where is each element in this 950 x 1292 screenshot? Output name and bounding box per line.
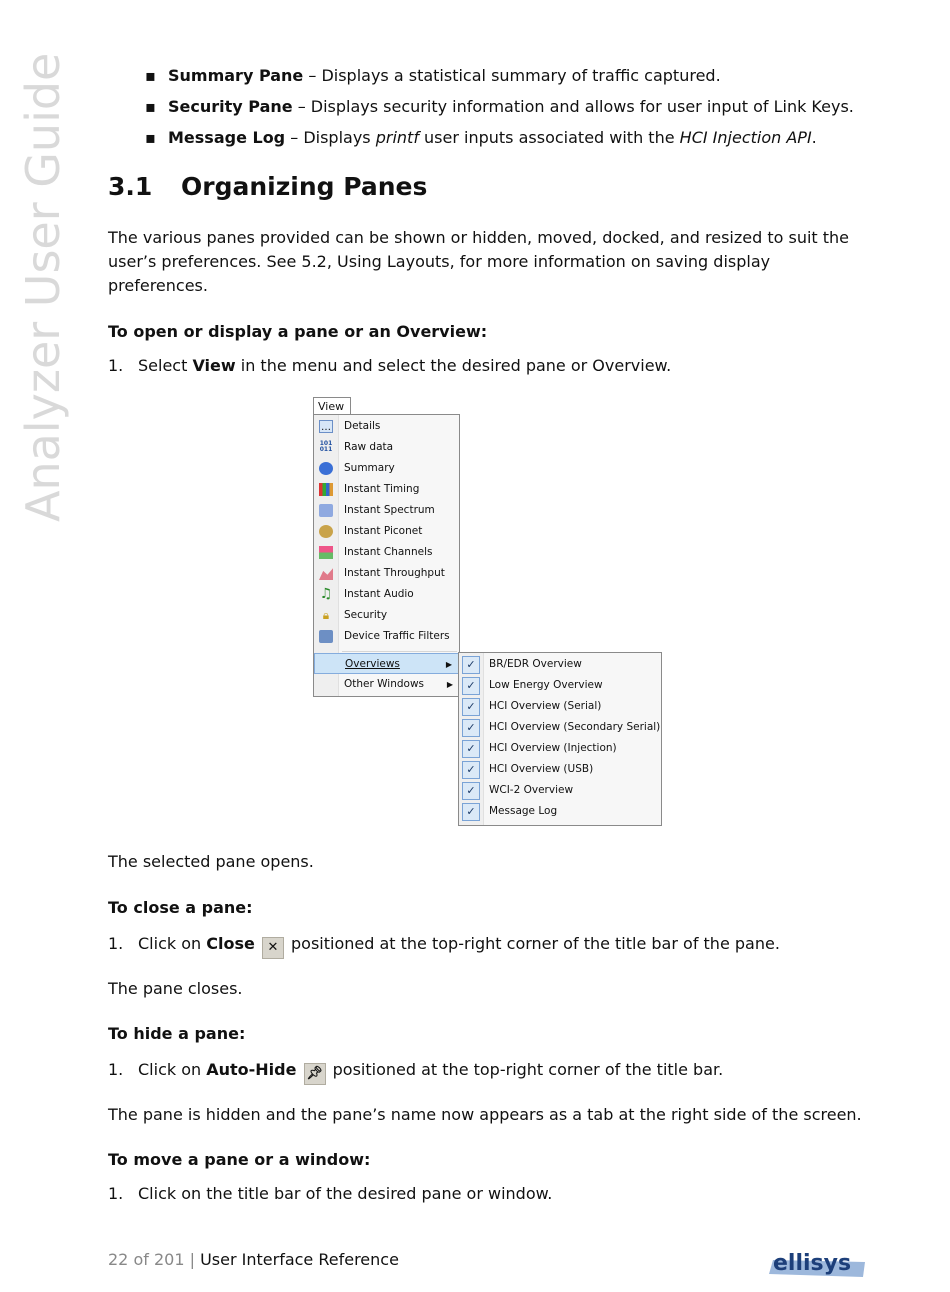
check-icon: ✓ bbox=[462, 782, 480, 800]
menu-item-instant-channels[interactable]: Instant Channels bbox=[314, 542, 459, 563]
step-number: 1. bbox=[108, 1060, 124, 1079]
footer: 22 of 201 | User Interface Reference bbox=[108, 1250, 399, 1269]
bullet-security-pane: Security Pane – Displays security information and allows for user input of Link Keys. bbox=[168, 97, 854, 116]
section-heading: 3.1 Organizing Panes bbox=[108, 172, 428, 201]
instant-throughput-icon bbox=[319, 567, 333, 580]
submenu-arrow-icon: ▶ bbox=[446, 680, 453, 689]
menu-item-instant-spectrum[interactable]: Instant Spectrum bbox=[314, 500, 459, 521]
raw-data-icon: 101 011 bbox=[319, 440, 333, 453]
device-traffic-filters-icon bbox=[319, 630, 333, 643]
instant-channels-icon bbox=[319, 546, 333, 559]
pin-icon: 📌︎ bbox=[304, 1063, 326, 1085]
hidden-text: The pane is hidden and the pane’s name now appears as a tab at the right side of the screen. bbox=[108, 1105, 862, 1124]
close-heading: To close a pane: bbox=[108, 898, 253, 917]
view-menu-tab[interactable]: View bbox=[313, 397, 351, 416]
svg-text:ellisys: ellisys bbox=[773, 1251, 852, 1276]
menu-item-details[interactable]: … Details bbox=[321, 420, 381, 433]
submenu-item[interactable]: ✓ HCI Overview (USB) bbox=[459, 759, 661, 780]
menu-item-instant-throughput[interactable]: Instant Throughput bbox=[314, 563, 459, 584]
check-icon: ✓ bbox=[462, 656, 480, 674]
move-step-text: Click on the title bar of the desired pane or window. bbox=[138, 1184, 553, 1203]
security-icon: 🔒︎ bbox=[322, 608, 330, 622]
menu-item-security[interactable]: 🔒︎ Security bbox=[314, 605, 459, 626]
check-icon: ✓ bbox=[462, 698, 480, 716]
submenu-item[interactable]: ✓ HCI Overview (Serial) bbox=[459, 696, 661, 717]
submenu-item[interactable]: ✓ Message Log bbox=[459, 801, 661, 822]
menu-separator bbox=[342, 651, 457, 652]
check-icon: ✓ bbox=[462, 803, 480, 821]
submenu-item[interactable]: ✓ HCI Overview (Secondary Serial) bbox=[459, 717, 661, 738]
step-number: 1. bbox=[108, 1184, 124, 1203]
menu-item-overviews[interactable]: Overviews ▶ bbox=[314, 653, 459, 674]
submenu-item[interactable]: ✓ Low Energy Overview bbox=[459, 675, 661, 696]
instant-timing-icon bbox=[319, 483, 333, 496]
bullet-marker: ▪ bbox=[145, 128, 156, 147]
menu-item-raw-data[interactable]: 101 011 Raw data bbox=[319, 440, 394, 453]
step-number: 1. bbox=[108, 934, 124, 953]
bullet-message-log: Message Log – Displays printf user inputs associated with the HCI Injection API. bbox=[168, 128, 817, 147]
bullet-marker: ▪ bbox=[145, 97, 156, 116]
menu-item-device-traffic-filters[interactable]: Device Traffic Filters bbox=[314, 626, 459, 647]
check-icon: ✓ bbox=[462, 761, 480, 779]
footer-section: User Interface Reference bbox=[200, 1250, 399, 1269]
check-icon: ✓ bbox=[462, 719, 480, 737]
view-menu bbox=[313, 414, 460, 697]
instant-spectrum-icon bbox=[319, 504, 333, 517]
selected-opens: The selected pane opens. bbox=[108, 852, 314, 871]
submenu-item[interactable]: ✓ WCI-2 Overview bbox=[459, 780, 661, 801]
page-number: 22 of 201 bbox=[108, 1250, 185, 1269]
intro-line-2: user’s preferences. See 5.2, Using Layouts, for more information on saving display bbox=[108, 252, 771, 271]
submenu-arrow-icon: ▶ bbox=[445, 660, 452, 669]
check-icon: ✓ bbox=[462, 740, 480, 758]
hide-heading: To hide a pane: bbox=[108, 1024, 246, 1043]
submenu-item[interactable]: ✓ BR/EDR Overview bbox=[459, 654, 661, 675]
ellisys-logo bbox=[765, 1248, 867, 1278]
summary-icon bbox=[319, 462, 333, 475]
details-icon: … bbox=[321, 422, 331, 433]
instant-audio-icon: ♫ bbox=[319, 586, 333, 602]
menu-item-other-windows[interactable]: Other Windows ▶ bbox=[314, 674, 459, 695]
open-heading: To open or display a pane or an Overview: bbox=[108, 322, 488, 341]
pane-closes: The pane closes. bbox=[108, 979, 243, 998]
move-heading: To move a pane or a window: bbox=[108, 1150, 371, 1169]
submenu-item[interactable]: ✓ HCI Overview (Injection) bbox=[459, 738, 661, 759]
menu-item-instant-piconet[interactable]: Instant Piconet bbox=[314, 521, 459, 542]
hide-step-text: Click on Auto-Hide 📌︎ positioned at the top-right corner of the title bar. bbox=[138, 1060, 723, 1085]
menu-item-instant-timing[interactable]: Instant Timing bbox=[314, 479, 459, 500]
menu-item-instant-audio[interactable]: ♫ Instant Audio bbox=[319, 586, 414, 602]
open-step-text: Select View in the menu and select the desired pane or Overview. bbox=[138, 356, 672, 375]
close-step-text: Click on Close ✕ positioned at the top-right corner of the title bar of the pane. bbox=[138, 934, 780, 959]
bullet-summary-pane: Summary Pane – Displays a statistical summary of traffic captured. bbox=[168, 66, 721, 85]
check-icon: ✓ bbox=[462, 677, 480, 695]
overviews-submenu bbox=[458, 652, 662, 826]
menu-item-summary[interactable]: Summary bbox=[314, 458, 459, 479]
side-title: Analyzer User Guide bbox=[16, 52, 70, 522]
intro-line-1: The various panes provided can be shown or hidden, moved, docked, and resized to suit the bbox=[108, 228, 850, 247]
instant-piconet-icon bbox=[319, 525, 333, 538]
bullet-marker: ▪ bbox=[145, 66, 156, 85]
intro-line-3: preferences. bbox=[108, 276, 208, 295]
step-number: 1. bbox=[108, 356, 124, 375]
close-icon: ✕ bbox=[262, 937, 284, 959]
